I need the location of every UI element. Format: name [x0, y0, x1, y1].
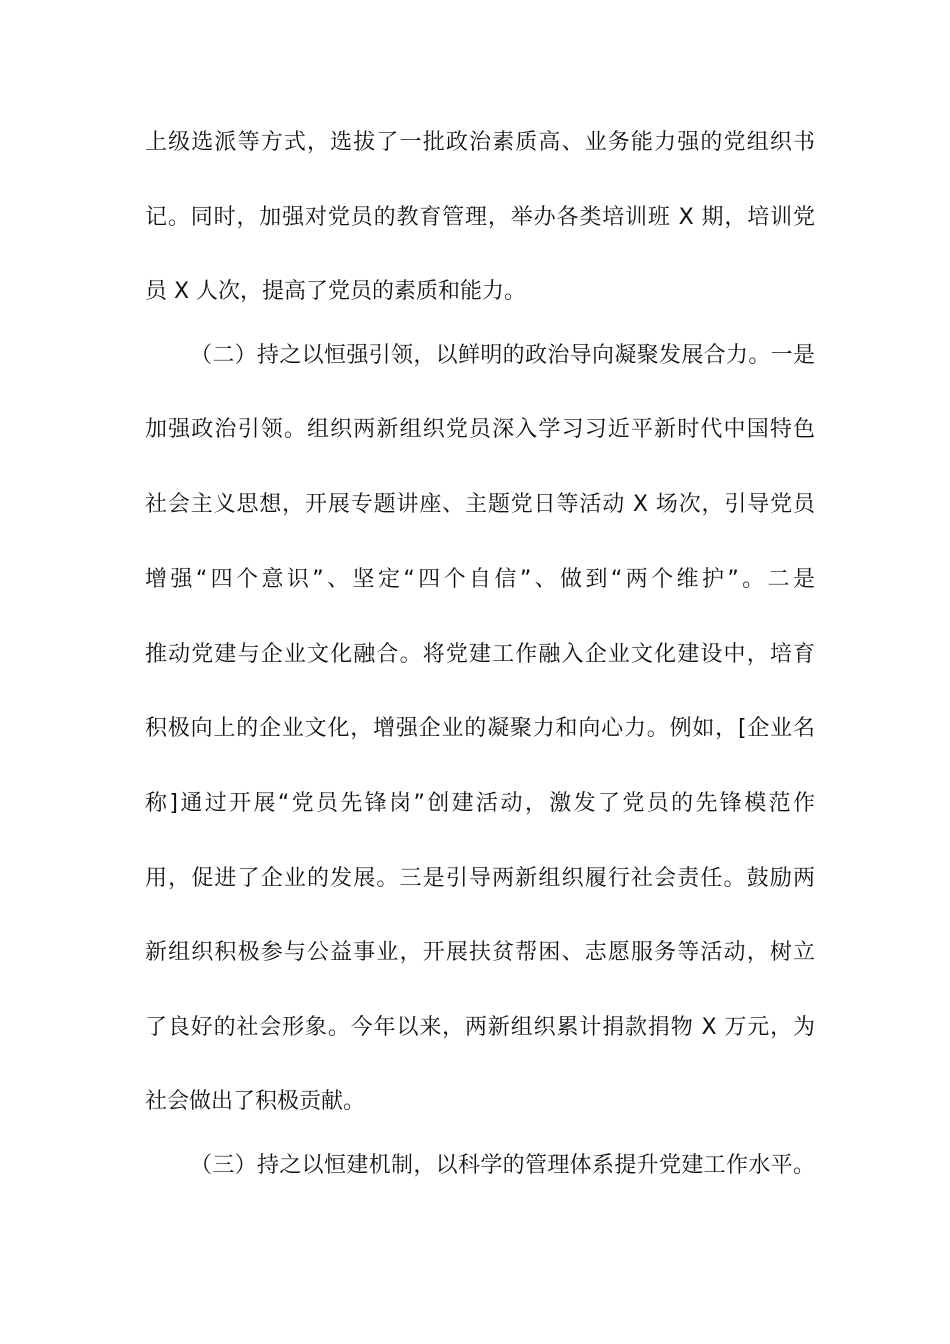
text-line-11: 用，促进了企业的发展。三是引导两新组织履行社会责任。鼓励两 [145, 866, 815, 891]
text-line-7: 增强“四个意识”、坚定“四个自信”、做到“两个维护”。二是 [145, 567, 815, 592]
text-line-8: 推动党建与企业文化融合。将党建工作融入企业文化建设中，培育 [145, 642, 815, 667]
text-line-2: 记。同时，加强对党员的教育管理，举办各类培训班 X 期，培训党 [145, 205, 815, 230]
text-line-6: 社会主义思想，开展专题讲座、主题党日等活动 X 场次，引导党员 [145, 492, 815, 517]
text-line-3: 员 X 人次，提高了党员的素质和能力。 [145, 279, 527, 304]
text-line-10: 称]通过开展“党员先锋岗”创建活动，激发了党员的先锋模范作 [145, 791, 815, 816]
text-line-14: 社会做出了积极贡献。 [145, 1089, 366, 1114]
text-line-9: 积极向上的企业文化，增强企业的凝聚力和向心力。例如，[企业名 [145, 716, 815, 741]
text-line-15: （三）持之以恒建机制，以科学的管理体系提升党建工作水平。 [190, 1153, 815, 1178]
text-line-13: 了良好的社会形象。今年以来，两新组织累计捐款捐物 X 万元，为 [145, 1015, 815, 1040]
text-line-4: （二）持之以恒强引领，以鲜明的政治导向凝聚发展合力。一是 [190, 343, 815, 368]
text-line-1: 上级选派等方式，选拔了一批政治素质高、业务能力强的党组织书 [145, 130, 815, 155]
text-line-5: 加强政治引领。组织两新组织党员深入学习习近平新时代中国特色 [145, 417, 815, 442]
text-line-12: 新组织积极参与公益事业，开展扶贫帮困、志愿服务等活动，树立 [145, 940, 815, 965]
